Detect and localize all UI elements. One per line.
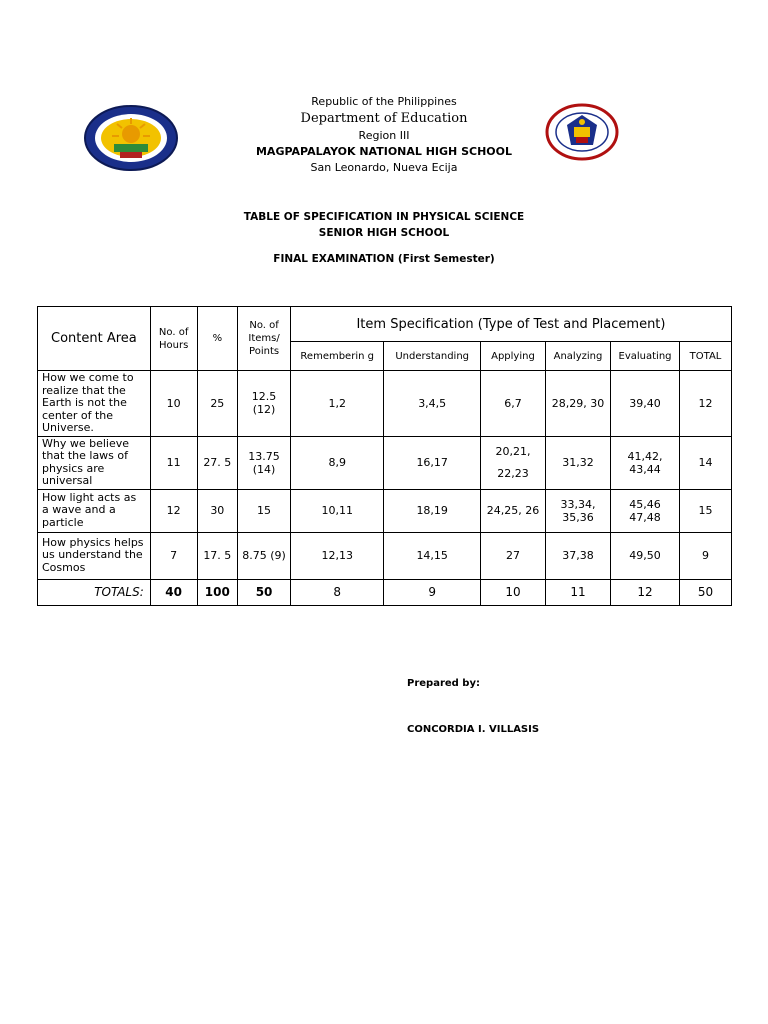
totals-label: TOTALS: <box>38 579 151 605</box>
totals-items: 50 <box>238 579 291 605</box>
department-label: Department of Education <box>300 111 468 126</box>
header-percent: % <box>197 307 238 371</box>
row-applying <box>480 436 545 489</box>
row-items: 8.75 (9) <box>238 532 291 579</box>
totals-applying: 10 <box>480 579 545 605</box>
table-row <box>38 371 732 437</box>
row-applying: 27 <box>480 532 545 579</box>
row-hours: 11 <box>150 436 197 489</box>
row-understanding: 3,4,5 <box>384 371 481 437</box>
region-label: Region III <box>358 129 410 142</box>
totals-understanding: 9 <box>384 579 481 605</box>
title-line-1: TABLE OF SPECIFICATION IN PHYSICAL SCIENCE <box>243 211 525 223</box>
table-row <box>38 489 732 532</box>
row-analyzing: 31,32 <box>545 436 610 489</box>
totals-total: 50 <box>680 579 732 605</box>
row-items: 13.75 (14) <box>238 436 291 489</box>
row-topic: How physics helps us understand the Cosmos <box>38 532 151 579</box>
row-understanding: 18,19 <box>384 489 481 532</box>
row-topic: How light acts as a wave and a particle <box>38 489 151 532</box>
row-evaluating: 41,42, 43,44 <box>610 436 679 489</box>
row-percent: 25 <box>197 371 238 437</box>
row-applying-part-2: 22,23 <box>497 466 529 480</box>
document-header <box>0 94 768 176</box>
row-evaluating: 45,46 47,48 <box>610 489 679 532</box>
header-analyzing: Analyzing <box>545 342 610 371</box>
table-header-row <box>38 307 732 342</box>
row-applying: 6,7 <box>480 371 545 437</box>
row-remembering: 1,2 <box>290 371 383 437</box>
row-percent: 17. 5 <box>197 532 238 579</box>
row-applying-part-1: 20,21, <box>495 444 531 458</box>
row-evaluating: 39,40 <box>610 371 679 437</box>
totals-percent: 100 <box>197 579 238 605</box>
row-remembering: 10,11 <box>290 489 383 532</box>
school-name: MAGPAPALAYOK NATIONAL HIGH SCHOOL <box>255 145 512 158</box>
row-analyzing: 33,34, 35,36 <box>545 489 610 532</box>
row-total: 12 <box>680 371 732 437</box>
row-topic: How we come to realize that the Earth is not the center of the Universe. <box>38 371 151 437</box>
prepared-by-label: Prepared by: <box>407 678 480 689</box>
row-understanding: 16,17 <box>384 436 481 489</box>
totals-analyzing: 11 <box>545 579 610 605</box>
row-items: 12.5 (12) <box>238 371 291 437</box>
totals-evaluating: 12 <box>610 579 679 605</box>
header-applying: Applying <box>480 342 545 371</box>
header-items: No. of Items/ Points <box>238 307 291 371</box>
row-hours: 10 <box>150 371 197 437</box>
row-percent: 27. 5 <box>197 436 238 489</box>
title-line-2: SENIOR HIGH SCHOOL <box>318 227 450 239</box>
table-row <box>38 532 732 579</box>
row-analyzing: 28,29, 30 <box>545 371 610 437</box>
row-topic: Why we believe that the laws of physics are universal <box>38 436 151 489</box>
republic-label: Republic of the Philippines <box>311 95 457 108</box>
row-percent: 30 <box>197 489 238 532</box>
totals-remembering: 8 <box>290 579 383 605</box>
header-content-area: Content Area <box>38 307 151 371</box>
school-address: San Leonardo, Nueva Ecija <box>310 161 458 174</box>
preparer-name: CONCORDIA I. VILLASIS <box>407 724 540 735</box>
row-understanding: 14,15 <box>384 532 481 579</box>
totals-hours: 40 <box>150 579 197 605</box>
row-total: 15 <box>680 489 732 532</box>
header-hours: No. of Hours <box>150 307 197 371</box>
exam-title: FINAL EXAMINATION (First Semester) <box>273 253 495 265</box>
row-hours: 12 <box>150 489 197 532</box>
header-understanding: Understanding <box>384 342 481 371</box>
row-remembering: 8,9 <box>290 436 383 489</box>
row-total: 14 <box>680 436 732 489</box>
row-hours: 7 <box>150 532 197 579</box>
row-total: 9 <box>680 532 732 579</box>
document-titles <box>0 209 768 267</box>
row-applying: 24,25, 26 <box>480 489 545 532</box>
specification-table <box>37 306 732 606</box>
header-evaluating: Evaluating <box>610 342 679 371</box>
table-row <box>38 436 732 489</box>
row-remembering: 12,13 <box>290 532 383 579</box>
row-analyzing: 37,38 <box>545 532 610 579</box>
header-total: TOTAL <box>680 342 732 371</box>
totals-row <box>38 579 732 605</box>
header-item-specification: Item Specification (Type of Test and Placement) <box>290 307 731 342</box>
row-evaluating: 49,50 <box>610 532 679 579</box>
header-remembering: Rememberin g <box>290 342 383 371</box>
row-items: 15 <box>238 489 291 532</box>
